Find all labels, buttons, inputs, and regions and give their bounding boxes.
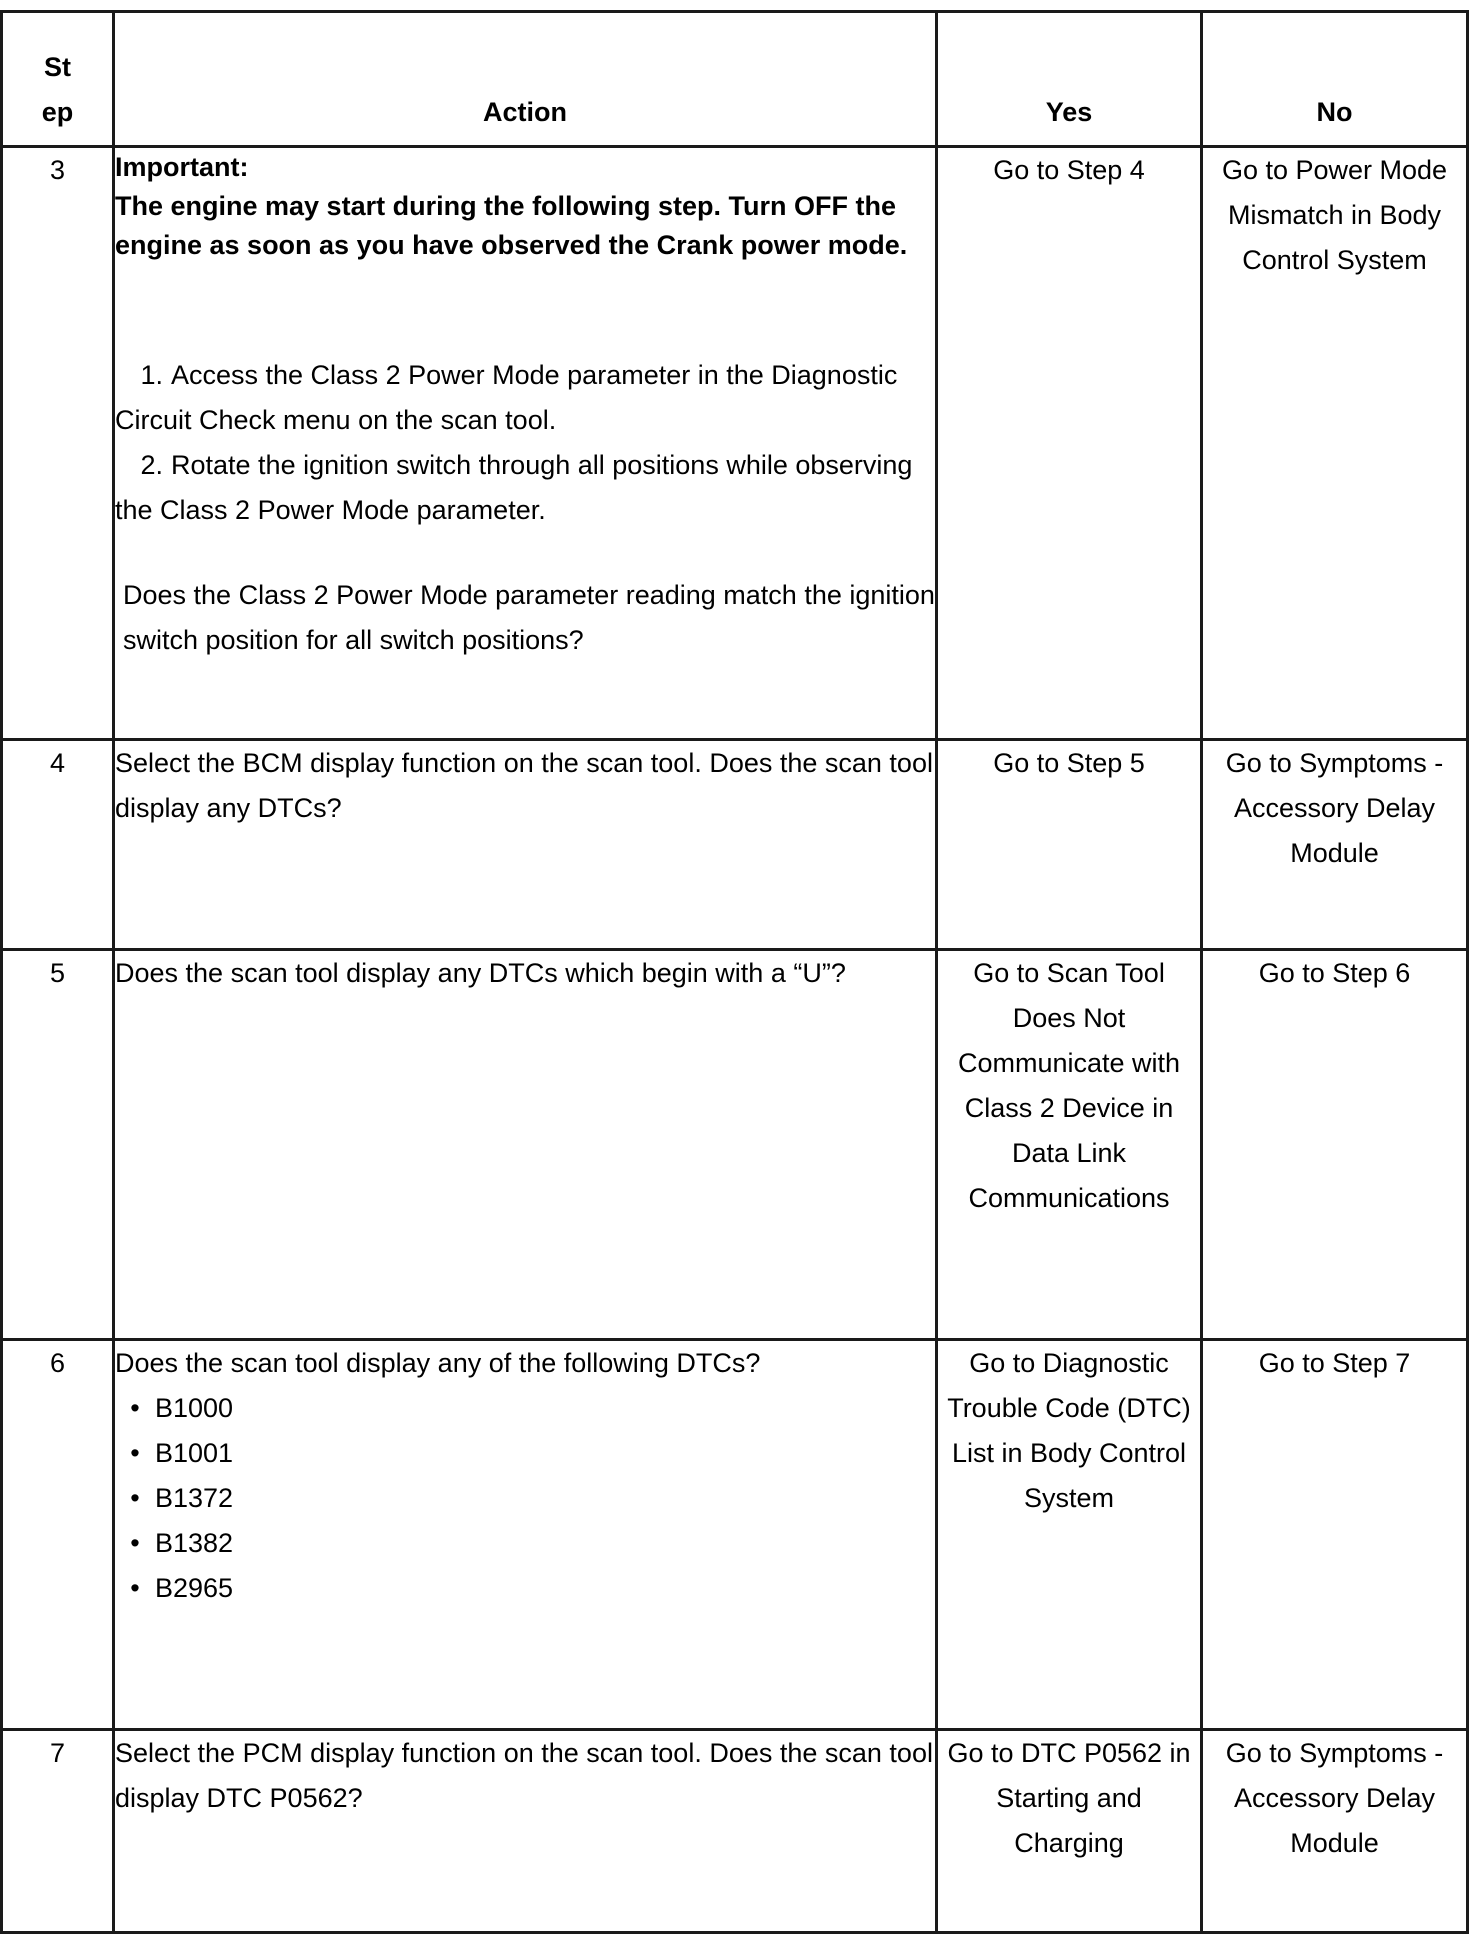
table-row-step-4 [2, 740, 1468, 950]
yes-cell: Go to Scan Tool Does Not Communicate with Class 2 Device in Data Link Communications [937, 950, 1202, 1340]
header-row [2, 12, 1468, 147]
action-cell [114, 1340, 937, 1730]
action-cell: Select the PCM display function on the scan tool. Does the scan tool display DTC P0562? [114, 1730, 937, 1933]
step-number: 6 [2, 1340, 114, 1730]
instruction-1: 1. Access the Class 2 Power Mode parameter in the Diagnostic Circuit Check menu on the scan tool. [115, 360, 898, 435]
question-text: Does the Class 2 Power Mode parameter reading match the ignition switch position for all switch positions? [123, 580, 935, 655]
action-cell: Select the BCM display function on the scan tool. Does the scan tool display any DTCs? [114, 740, 937, 950]
yes-cell: Go to Step 4 [937, 147, 1202, 740]
step-number: 5 [2, 950, 114, 1340]
step-column-header: St ep [2, 12, 114, 147]
list-item: • B1372 [130, 1483, 234, 1513]
step-number: 3 [2, 147, 114, 740]
list-item: • B1001 [130, 1438, 234, 1468]
step-number: 7 [2, 1730, 114, 1933]
no-cell: Go to Symptoms - Accessory Delay Module [1202, 740, 1468, 950]
list-item: • B1000 [130, 1393, 234, 1423]
yes-cell: Go to DTC P0562 in Starting and Charging [937, 1730, 1202, 1933]
important-text: The engine may start during the following step. Turn OFF the engine as soon as you have observed the Crank power mode. [115, 191, 908, 260]
action-column-header: Action [114, 12, 937, 147]
instruction-2: 2. Rotate the ignition switch through all positions while observing the Class 2 Power Mode parameter. [115, 450, 913, 525]
no-cell: Go to Step 7 [1202, 1340, 1468, 1730]
list-item: • B1382 [130, 1528, 234, 1558]
table-row-step-6 [2, 1340, 1468, 1730]
step-number: 4 [2, 740, 114, 950]
action-cell [114, 147, 937, 740]
no-cell: Go to Power Mode Mismatch in Body Control System [1202, 147, 1468, 740]
yes-column-header: Yes [937, 12, 1202, 147]
action-cell: Does the scan tool display any DTCs which begin with a “U”? [114, 950, 937, 1340]
dtc-question: Does the scan tool display any of the following DTCs? [115, 1348, 761, 1378]
table-row-step-5 [2, 950, 1468, 1340]
table-row-step-7 [2, 1730, 1468, 1933]
yes-cell: Go to Step 5 [937, 740, 1202, 950]
no-cell: Go to Step 6 [1202, 950, 1468, 1340]
list-item: • B2965 [130, 1573, 234, 1603]
no-column-header: No [1202, 12, 1468, 147]
yes-cell: Go to Diagnostic Trouble Code (DTC) List in Body Control System [937, 1340, 1202, 1730]
dtc-list [115, 1386, 935, 1611]
no-cell: Go to Symptoms - Accessory Delay Module [1202, 1730, 1468, 1933]
important-label: Important: [115, 152, 249, 182]
table-row-step-3 [2, 147, 1468, 740]
diagnostic-table [0, 10, 1469, 1934]
